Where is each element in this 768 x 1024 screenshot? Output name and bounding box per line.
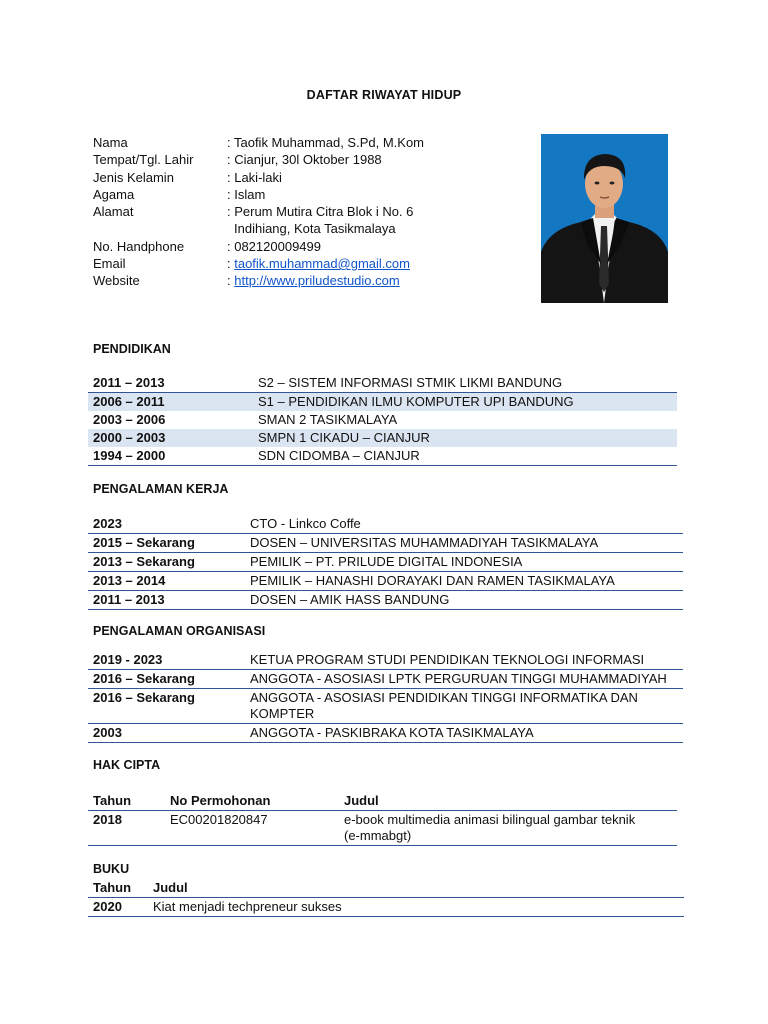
year-cell: 2011 – 2013 <box>93 592 165 607</box>
table-row <box>88 591 683 610</box>
year-cell: 2020 <box>93 899 122 914</box>
year-cell: 2013 – Sekarang <box>93 554 195 569</box>
bio-value <box>227 203 513 238</box>
desc-cell: CTO - Linkco Coffe <box>250 516 361 531</box>
bio-value <box>227 255 513 272</box>
table-row <box>88 811 677 846</box>
bio-row-gender <box>93 169 513 186</box>
bio-label: Email <box>93 256 126 272</box>
year-cell: 2003 – 2006 <box>93 412 166 427</box>
bio-value: : Cianjur, 30l Oktober 1988 <box>227 152 382 168</box>
desc-cell: ANGGOTA - ASOSIASI LPTK PERGURUAN TINGGI MUHAMMADIYAH <box>250 671 667 686</box>
bio-value: : Taofik Muhammad, S.Pd, M.Kom <box>227 135 424 150</box>
header-cell: Tahun <box>93 880 132 895</box>
book-table <box>88 879 684 917</box>
desc-cell: S2 – SISTEM INFORMASI STMIK LIKMI BANDUNG <box>258 375 563 390</box>
desc-line-1: ANGGOTA - ASOSIASI PENDIDIKAN TINGGI INFORMATIKA DAN <box>250 690 638 705</box>
desc-cell: S1 – PENDIDIKAN ILMU KOMPUTER UPI BANDUNG <box>258 394 574 409</box>
education-table <box>88 374 677 466</box>
desc-cell: ANGGOTA - PASKIBRAKA KOTA TASIKMALAYA <box>250 725 534 740</box>
table-row <box>88 898 684 917</box>
page-title: DAFTAR RIWAYAT HIDUP <box>306 88 462 102</box>
table-header-row <box>88 792 677 811</box>
number-cell: EC00201820847 <box>170 812 268 827</box>
website-link[interactable]: http://www.priludestudio.com <box>234 273 400 289</box>
bio-label: Nama <box>93 135 128 150</box>
organization-table <box>88 651 683 743</box>
desc-cell: DOSEN – AMIK HASS BANDUNG <box>250 592 450 607</box>
table-row <box>88 689 683 724</box>
bio-value: : Islam <box>227 186 266 202</box>
desc-cell <box>245 690 638 722</box>
person-portrait-icon <box>541 134 668 303</box>
year-cell: 2013 – 2014 <box>93 573 166 588</box>
bio-label: Jenis Kelamin <box>93 169 174 185</box>
bio-label: No. Handphone <box>93 238 185 254</box>
bio-row-alamat <box>93 203 513 238</box>
table-row <box>88 515 683 534</box>
bio-row-email <box>93 255 513 272</box>
table-header-row <box>88 879 684 898</box>
biodata <box>93 134 513 290</box>
bio-value: : 082120009499 <box>227 238 321 254</box>
title-line-2: (e-mmabgt) <box>344 828 412 843</box>
table-row <box>88 724 683 743</box>
year-cell: 2000 – 2003 <box>93 430 166 445</box>
desc-cell: SDN CIDOMBA – CIANJUR <box>258 448 420 463</box>
table-row <box>88 429 677 447</box>
bio-label: Website <box>93 273 140 289</box>
bio-row-website <box>93 272 513 289</box>
bio-row-ttl <box>93 151 513 168</box>
header-cell: No Permohonan <box>170 793 271 808</box>
email-link[interactable]: taofik.muhammad@gmail.com <box>234 256 410 272</box>
year-cell: 2011 – 2013 <box>93 375 165 390</box>
year-cell: 1994 – 2000 <box>93 448 166 463</box>
desc-cell: PEMILIK – HANASHI DORAYAKI DAN RAMEN TASIKMALAYA <box>250 573 615 588</box>
colon: : <box>227 256 235 272</box>
year-cell: 2023 <box>93 516 122 531</box>
bio-label: Agama <box>93 186 135 202</box>
year-cell: 2003 <box>93 725 122 740</box>
address-line-1: : Perum Mutira Citra Blok i No. 6 <box>227 204 414 220</box>
work-table <box>88 515 683 610</box>
section-title-organisasi: PENGALAMAN ORGANISASI <box>93 624 266 638</box>
table-row <box>88 553 683 572</box>
table-row <box>88 374 677 393</box>
section-title-pendidikan: PENDIDIKAN <box>93 342 171 356</box>
year-cell: 2018 <box>93 812 122 827</box>
title-cell <box>339 812 635 844</box>
section-title-buku: BUKU <box>93 862 130 876</box>
desc-cell: SMAN 2 TASIKMALAYA <box>258 412 398 427</box>
bio-value: : Laki-laki <box>227 169 282 185</box>
header-cell: Judul <box>153 880 188 895</box>
desc-cell: SMPN 1 CIKADU – CIANJUR <box>258 430 430 445</box>
year-cell: 2019 - 2023 <box>93 652 163 667</box>
bio-row-agama <box>93 186 513 203</box>
table-row <box>88 651 683 670</box>
header-cell: Tahun <box>93 793 132 808</box>
section-title-kerja: PENGALAMAN KERJA <box>93 482 229 496</box>
table-row <box>88 393 677 411</box>
year-cell: 2006 – 2011 <box>93 394 165 409</box>
table-row <box>88 447 677 466</box>
copyright-table <box>88 792 677 846</box>
table-row <box>88 670 683 689</box>
colon: : <box>227 273 235 289</box>
title-cell: Kiat menjadi techpreneur sukses <box>153 899 342 914</box>
section-title-hak-cipta: HAK CIPTA <box>93 758 161 772</box>
table-row <box>88 411 677 429</box>
bio-label: Alamat <box>93 204 134 220</box>
desc-line-2: KOMPTER <box>250 706 315 721</box>
year-cell: 2016 – Sekarang <box>93 690 195 705</box>
address-line-2: Indihiang, Kota Tasikmalaya <box>234 221 396 237</box>
bio-value <box>227 272 513 289</box>
year-cell: 2015 – Sekarang <box>93 535 195 550</box>
table-row <box>88 572 683 591</box>
bio-row-nama <box>93 134 513 151</box>
year-cell: 2016 – Sekarang <box>93 671 195 686</box>
desc-cell: PEMILIK – PT. PRILUDE DIGITAL INDONESIA <box>250 554 523 569</box>
title-line-1: e-book multimedia animasi bilingual gambar teknik <box>344 812 636 827</box>
desc-cell: DOSEN – UNIVERSITAS MUHAMMADIYAH TASIKMALAYA <box>250 535 599 550</box>
table-row <box>88 534 683 553</box>
profile-photo <box>541 134 668 303</box>
bio-label: Tempat/Tgl. Lahir <box>93 152 194 168</box>
desc-cell: KETUA PROGRAM STUDI PENDIDIKAN TEKNOLOGI INFORMASI <box>250 652 645 667</box>
header-cell: Judul <box>344 793 379 808</box>
bio-row-phone <box>93 238 513 255</box>
